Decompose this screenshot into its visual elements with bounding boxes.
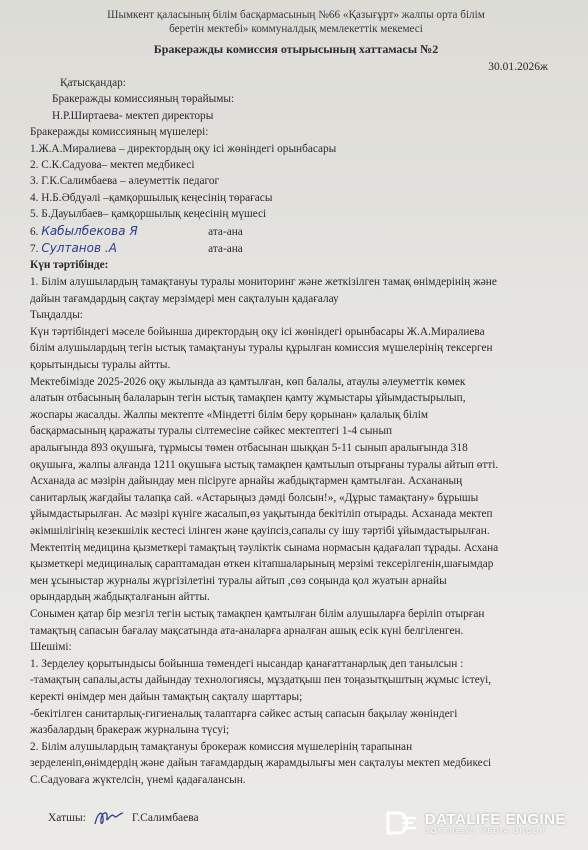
site-watermark [385,810,566,836]
decision-body-line: 1. Зерделеу қорытындысы бойынша төмендегі нысандар қанағаттанарлық деп танылсын : [30,657,464,670]
parent-7-role: ата-ана [208,243,243,256]
decision-body [30,656,562,789]
parent-6-number: 6. [30,225,39,238]
member-5: 5. Б.Дауылбаев– қамқоршылық кеңесінің мүшесі [30,208,267,221]
heard-body-line: санитарлық жағдайы талапқа сай. «Астарыңыз дәмді болсын!», «Дұрыс тамақтану» бұрышы [30,491,479,504]
parent-7-number: 7. [30,243,39,256]
heard-body-line: жоспары жасалды. Жалпы мектепте «Міндетті білім беру қорынан» қалалық білім [30,408,428,421]
heard-body-line: Мектебімізде 2025-2026 оқу жылында аз қамтылған, көп балалы, атаулы әлеуметтік көмек [30,375,466,388]
heard-body [30,324,562,639]
heard-body-line: алатын отбасының балаларын тегін ыстық тамақпен қамту жұмыстары ұйымдастырылып, [30,392,466,405]
decision-body-line: зерделеніп,өнімдердің және дайын тағамдардың жарамдылығы мен сақталуы мектеп медбикесі [30,757,492,770]
heard-body-line: қорытындысы туралы айтты. [30,359,171,372]
document-title: Бракеражды комиссия отырысының хаттамасы №2 [153,42,439,56]
handwritten-signature [92,806,126,830]
heard-heading: Тыңдалды: [30,309,83,322]
parent-6 [30,223,562,240]
chair-name: Н.Р.Ширтаева- мектеп директоры [52,109,214,122]
heard-body-line: әкімшілігінің кезекшілік кестесі ілінген және қауіпсіз,сапалы су ішу тәртібі ұйымдастырылған. [30,524,490,537]
members-heading: Бракеражды комиссияның мүшелері: [30,126,209,139]
secretary-label: Хатшы: [48,812,86,825]
decision-body-line: жазбалардың бракераж журналына түсуі; [30,724,230,737]
datalife-logo-icon [385,810,419,836]
heard-body-line: орындардың жабдықталғанын айтты. [30,591,210,604]
parent-6-handwritten-name: Кабылбекова Я [41,223,138,238]
decision-body-line: керекті өнімдер мен дайын тамақтың сақталу шарттары; [30,690,303,703]
heard-body-line: аралығында 893 оқушыға, тұрмысы төмен отбасынан шыққан 5-11 сынып аралығында 318 [30,442,468,454]
document-date: 30.01.2026ж [488,61,548,73]
agenda-body-line: 1. Білім алушылардың тамақтануы туралы мониторинг және жеткізілген тамақ өнімдерінің және [30,276,497,289]
member-2: 2. С.К.Садуова– мектеп медбикесі [30,159,195,172]
decision-body-line: 2. Білім алушылардың тамақтануы брокераж комиссия мүшелерінің тарапынан [30,740,413,753]
decision-body-line: -тамақтың сапалы,асты дайындау технологиясы, мұздатқыш пен тоңазытқыштың жұмыс істеуі, [30,674,492,687]
heard-body-line: білім алушылардың тегін ыстық тамақтануы туралы құрылған комиссия мүшелерінің тексерген [30,342,493,355]
heard-body-line: тамақтың сапасын бағалау мақсатында ата-аналарға арналған ашық есік күні белгіленген. [30,624,464,637]
heard-body-line: ұйымдастырылған. Ас мәзірі күніге жасалып,өз уақытында бекітіліп отырады. Асханада мектеп [30,508,493,521]
org-header-line-1: Шымкент қаласының білім басқармасының №66 «Қазығұрт» жалпы орта білім [107,9,485,21]
watermark-subtitle: SOFTNEWS MEDIA GROUP [424,828,546,835]
chair-heading: Бракеражды комиссияның төрайымы: [52,93,235,106]
member-3: 3. Г.К.Салимбаева – әлеуметтік педагог [30,175,220,188]
heard-body-line: Мектептің медицина қызметкері тамақтың тәуліктік сынама нормасын қадағалап тұрады. Асхана [30,541,499,554]
heard-body-line: Күн тәртібіндегі мәселе бойынша директордың оқу ісі жөніндегі орынбасары Ж.А.Миралиева [30,325,485,338]
parent-6-role: ата-ана [208,225,243,238]
heard-body-line: оқушыға, жалпы алғанда 1211 оқушыға ыстық тамақпен қамтылып отырғаны туралы айтып өтті. [30,458,499,471]
parent-7 [30,240,562,257]
secretary-name: Г.Салимбаева [131,812,199,825]
agenda-heading: Күн тәртібінде: [30,259,109,272]
agenda-body [30,274,562,307]
org-header-line-2: беретін мектебі» коммуналдық мемлекеттік мекемесі [169,23,423,35]
decision-body-line: -бекітілген санитарлық-гигиеналық талаптарға сәйкес астың сапасын бақылау жөніндегі [30,707,458,720]
decision-heading: Шешімі: [30,641,72,654]
member-4: 4. Н.Б.Әбдуәлі –қамқоршылық кеңесінің төрағасы [30,191,273,204]
participants-heading: Қатысқандар: [60,77,126,89]
watermark-title: DATALIFE ENGINE [424,811,566,828]
agenda-body-line: дайын тағамдардың сақтау мерзімдері мен сақталуын қадағалау [30,292,339,305]
heard-body-line: Асханада ас мәзірін дайындау мен пісіруге арнайы жабдықтармен қамтылған. Асхананың [30,475,463,488]
heard-body-line: Сонымен қатар бір мезгіл тегін ыстық тамақпен қамтылған білім алушыларға беріліп отырған [30,607,485,620]
parent-7-handwritten-name: Султанов .А [41,241,117,256]
member-1: 1.Ж.А.Миралиева – директордың оқу ісі жөніндегі орынбасары [30,142,337,155]
heard-body-line: мен ұсыныстар журналы жүргізілетіні туралы айтып ,сөз соңында қол жуатын арнайы [30,574,447,587]
decision-body-line: С.Садуоваға жүктелсін, үнемі қадағалансын. [30,773,246,786]
heard-body-line: басқармасының қаражаты туралы сілтемесіне сәйкес мектептегі 1-4 сынып [30,425,393,438]
heard-body-line: қызметкері медициналық сараптамадан өткен кітапшаларының мерзімі тексерілгенін,шағымдар [30,558,494,571]
